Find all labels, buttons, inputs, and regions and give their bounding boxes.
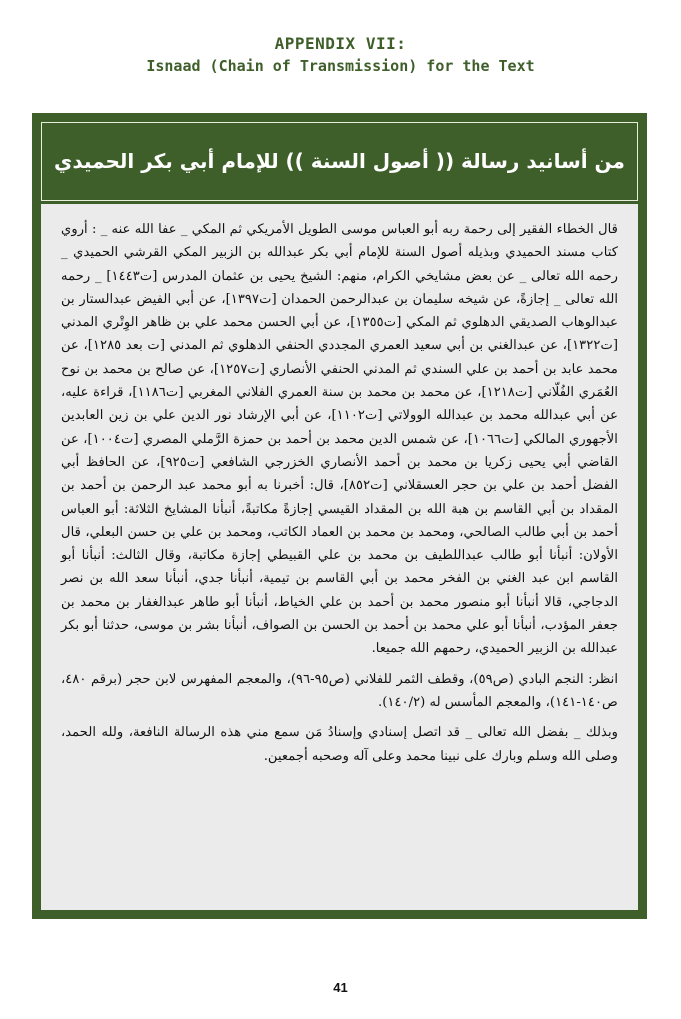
references-paragraph: انظر: النجم البادي (ص٥٩)، وقطف الثمر للفلاني (ص٩٥-٩٦)، والمعجم المفهرس لابن حجر (برقم ٤٨٠، ص١٤٠-١٤١)، والمعجم المأسس له (١٤٠/٢). [61,671,618,710]
page-number: 41 [333,980,348,995]
appendix-title: APPENDIX VII: [274,34,407,53]
box-header-title: من أسانيد رسالة (( أصول السنة )) للإمام أبي بكر الحميدي [54,149,625,173]
appendix-subtitle: Isnaad (Chain of Transmission) for the Text [146,57,535,75]
isnaad-box [32,113,647,919]
isnaad-paragraph: قال الخطاء الفقير إلى رحمة ربه أبو العباس موسى الطويل الأمريكي ثم المكي _ عفا الله عنه _ : أروي كتاب مسند الحميدي وبذيله أصول السنة للإمام أبي بكر عبدالله بن الزبير المكي القرشي الحميدي _ رحمه الله تعالى _ عن بعض مشايخي الكرام، منهم: الشيخ يحيى بن عثمان المدرس [ت١٤٤٣] _ رحمه الله تعالى _ إجازةً، عن شيخه سليمان بن عبدالرحمن الحمدان [ت١٣٩٧]، عن أبي الفيض عبدالستار بن عبدالوهاب الصديقي الدهلوي ثم المكي [ت١٣٥٥]، عن أبي الحسن محمد علي بن ظاهر الوِتْري المدني [ت١٣٢٢]، عن عبدالغني بن أبي سعيد العمري المجددي الحنفي الدهلوي ثم المدني [ت بعد ١٢٨٥]، عن محمد عابد بن أحمد بن علي السندي ثم المدني الحنفي الأنصاري [ت١٢٥٧]، عن صالح بن محمد بن نوح العُمَري الفُلّاني [ت١٢١٨]، عن محمد بن محمد بن سنة العمري الفلاني المغربي [ت١١٨٦]، قراءة عليه، عن أبي عبدالله محمد بن عبدالله الوولاتي [ت١١٠٢]، عن أبي الإرشاد نور الدين علي بن زين العابدين الأجهوري المالكي [ت١٠٦٦]، عن شمس الدين محمد بن أحمد بن حمزة الرَّملي المصري [ت١٠٠٤]، عن القاضي أبي يحيى زكريا بن محمد بن أحمد الأنصاري الخزرجي الشافعي [ت٩٢٥]، عن الحافظ أبي الفضل أحمد بن علي بن حجر العسقلاني [ت٨٥٢]، قال: أخبرنا به أبو محمد عبد الرحمن بن أحمد بن المقداد بن أبي القاسم بن هبة الله بن المقداد القيسي إجازةً مكاتبةً، أنبأنا المشايخ الثلاثة: أبو العباس أحمد بن أبي طالب الصالحي، ومحمد بن محمد بن العماد الكاتب، ومحمد بن علي بن حسن البعلي، قال الأولان: أنبأنا أبو طالب عبداللطيف بن محمد بن علي القبيطي إجازة مكاتبة، وقال الثالث: أنبأنا أبو القاسم ابن عبد الغني بن الفخر محمد بن أبي القاسم بن تيمية، أنبأنا جدي، أنبأنا سعد الله بن نصر الدجاجي، قالا أنبأنا أبو منصور محمد بن أحمد بن علي الخياط، أنبأنا أبو طاهر عبدالغفار بن محمد بن جعفر المؤدب، أنبأنا أبو علي محمد بن أحمد بن الحسن بن الصواف، أنبأنا بشر بن موسى، حدثنا أبو بكر عبدالله بن الزبير الحميدي، رحمهم الله جميعا. [61,222,618,657]
closing-paragraph: وبذلك _ بفضل الله تعالى _ قد اتصل إسنادي وإسنادُ مَن سمع مني هذه الرسالة النافعة، ولله الحمد، وصلى الله وسلم وبارك على نبينا محمد وعلى آله وصحبه أجمعين. [61,725,618,764]
box-body [41,204,638,910]
box-header [41,122,638,201]
